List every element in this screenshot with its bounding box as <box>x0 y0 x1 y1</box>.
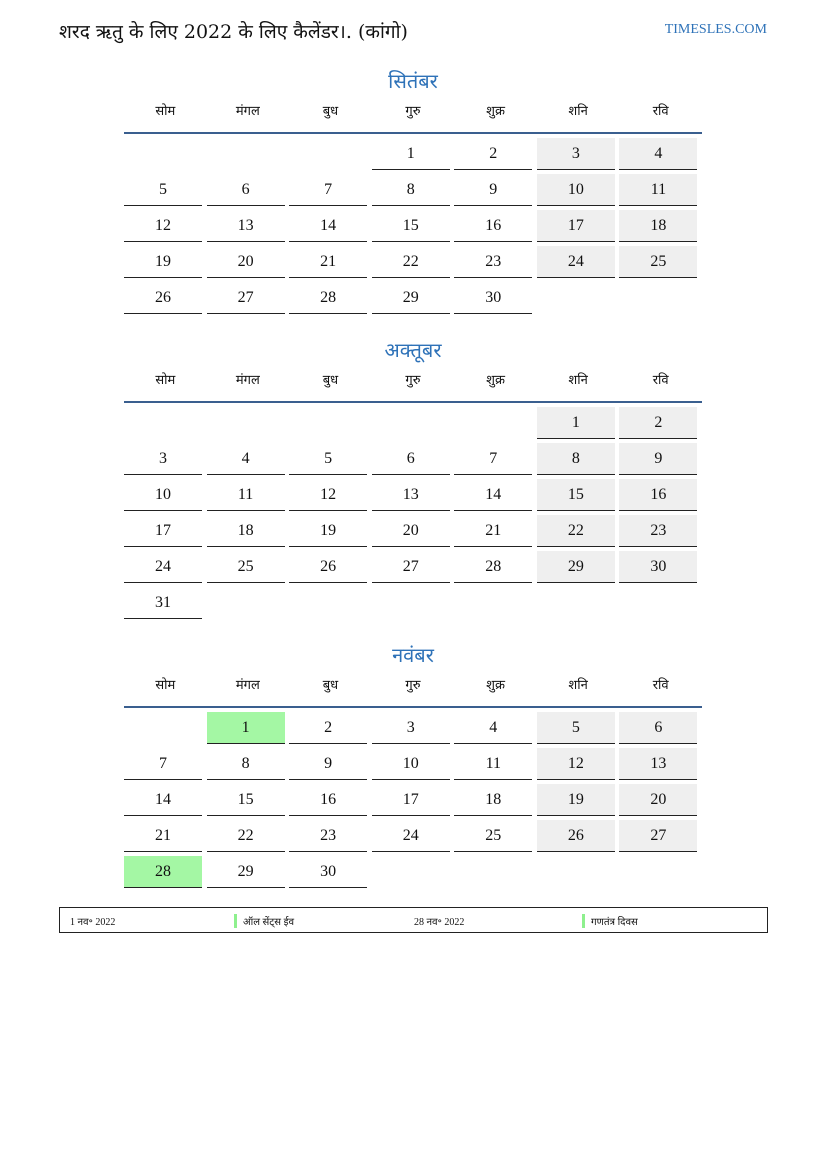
day-cell: 14 <box>289 210 367 242</box>
legend-holiday-name: ऑल सेंट्स ईव <box>234 914 294 928</box>
day-cell: 10 <box>372 748 450 780</box>
day-grid <box>124 403 702 611</box>
day-cell: 14 <box>454 479 532 511</box>
weekday-header <box>124 367 702 403</box>
weekday-label: बुध <box>322 373 339 388</box>
day-cell: 11 <box>454 748 532 780</box>
weekday-label: शनि <box>568 373 588 388</box>
day-cell: 18 <box>207 515 285 547</box>
day-cell: 30 <box>454 282 532 314</box>
weekday-label: गुरु <box>405 373 421 388</box>
day-cell: 24 <box>372 820 450 852</box>
day-cell: 6 <box>372 443 450 475</box>
day-cell: 19 <box>537 784 615 816</box>
day-cell: 12 <box>124 210 202 242</box>
day-cell: 25 <box>454 820 532 852</box>
day-cell: 5 <box>289 443 367 475</box>
day-cell: 8 <box>372 174 450 206</box>
day-cell: 2 <box>619 407 697 439</box>
day-cell: 28 <box>289 282 367 314</box>
day-cell: 1 <box>537 407 615 439</box>
day-grid <box>124 134 702 314</box>
day-cell: 30 <box>619 551 697 583</box>
day-cell: 23 <box>454 246 532 278</box>
day-cell: 3 <box>537 138 615 170</box>
day-cell: 9 <box>454 174 532 206</box>
day-cell: 20 <box>619 784 697 816</box>
weekday-label: मंगल <box>235 104 260 119</box>
legend-date: 1 नव॰ 2022 <box>70 917 116 928</box>
weekday-label: शुक्र <box>486 373 505 388</box>
day-cell: 20 <box>207 246 285 278</box>
day-cell: 22 <box>207 820 285 852</box>
weekday-label: शनि <box>568 104 588 119</box>
weekday-label: शनि <box>568 678 588 693</box>
day-cell: 14 <box>124 784 202 816</box>
day-cell: 13 <box>207 210 285 242</box>
day-cell: 8 <box>207 748 285 780</box>
day-cell: 29 <box>537 551 615 583</box>
day-cell: 30 <box>289 856 367 888</box>
day-cell: 15 <box>537 479 615 511</box>
day-cell: 27 <box>619 820 697 852</box>
day-cell: 23 <box>619 515 697 547</box>
day-cell: 27 <box>372 551 450 583</box>
day-cell: 6 <box>619 712 697 744</box>
day-cell: 25 <box>207 551 285 583</box>
holiday-legend <box>59 907 768 933</box>
weekday-label: बुध <box>322 678 339 693</box>
day-cell: 31 <box>124 587 202 619</box>
day-cell: 23 <box>289 820 367 852</box>
weekday-label: मंगल <box>235 678 260 693</box>
day-cell: 15 <box>207 784 285 816</box>
month-title: अक्तूबर <box>384 338 442 362</box>
weekday-label: मंगल <box>235 373 260 388</box>
day-cell: 7 <box>289 174 367 206</box>
day-cell: 28 <box>454 551 532 583</box>
day-cell: 26 <box>537 820 615 852</box>
day-cell: 12 <box>537 748 615 780</box>
weekday-header <box>124 98 702 134</box>
day-cell: 13 <box>619 748 697 780</box>
day-grid <box>124 708 702 888</box>
month-title: सितंबर <box>388 69 438 93</box>
weekday-header <box>124 672 702 708</box>
weekday-label: शुक्र <box>486 678 505 693</box>
day-cell: 10 <box>537 174 615 206</box>
day-cell: 9 <box>619 443 697 475</box>
day-cell: 17 <box>537 210 615 242</box>
day-cell: 26 <box>289 551 367 583</box>
day-cell: 5 <box>537 712 615 744</box>
day-cell: 26 <box>124 282 202 314</box>
day-cell: 22 <box>537 515 615 547</box>
day-cell: 3 <box>124 443 202 475</box>
day-cell: 13 <box>372 479 450 511</box>
legend-date: 28 नव॰ 2022 <box>414 917 465 928</box>
month-block <box>124 640 702 888</box>
day-cell: 18 <box>619 210 697 242</box>
day-cell: 2 <box>454 138 532 170</box>
day-cell: 1 <box>207 712 285 744</box>
weekday-label: गुरु <box>405 104 421 119</box>
page-title: शरद ऋतु के लिए 2022 के लिए कैलेंडर।. (कांगो) <box>59 21 408 43</box>
day-cell: 21 <box>454 515 532 547</box>
day-cell: 2 <box>289 712 367 744</box>
day-cell: 27 <box>207 282 285 314</box>
day-cell: 1 <box>372 138 450 170</box>
day-cell: 16 <box>454 210 532 242</box>
day-cell: 3 <box>372 712 450 744</box>
day-cell: 19 <box>289 515 367 547</box>
day-cell: 21 <box>289 246 367 278</box>
day-cell: 28 <box>124 856 202 888</box>
weekday-label: रवि <box>652 678 669 693</box>
day-cell: 8 <box>537 443 615 475</box>
day-cell: 6 <box>207 174 285 206</box>
weekday-label: सोम <box>155 678 176 693</box>
day-cell: 9 <box>289 748 367 780</box>
month-block <box>124 335 702 611</box>
day-cell: 4 <box>454 712 532 744</box>
day-cell: 24 <box>124 551 202 583</box>
weekday-label: सोम <box>155 104 176 119</box>
weekday-label: शुक्र <box>486 104 505 119</box>
day-cell: 22 <box>372 246 450 278</box>
day-cell: 5 <box>124 174 202 206</box>
day-cell: 29 <box>372 282 450 314</box>
day-cell: 11 <box>207 479 285 511</box>
day-cell: 10 <box>124 479 202 511</box>
weekday-label: रवि <box>652 373 669 388</box>
day-cell: 18 <box>454 784 532 816</box>
day-cell: 20 <box>372 515 450 547</box>
weekday-label: गुरु <box>405 678 421 693</box>
month-title: नवंबर <box>392 643 434 667</box>
day-cell: 11 <box>619 174 697 206</box>
day-cell: 4 <box>619 138 697 170</box>
day-cell: 19 <box>124 246 202 278</box>
day-cell: 15 <box>372 210 450 242</box>
day-cell: 25 <box>619 246 697 278</box>
day-cell: 7 <box>454 443 532 475</box>
day-cell: 29 <box>207 856 285 888</box>
weekday-label: सोम <box>155 373 176 388</box>
day-cell: 12 <box>289 479 367 511</box>
day-cell: 21 <box>124 820 202 852</box>
site-link[interactable]: TIMESLES.COM <box>664 22 767 37</box>
day-cell: 7 <box>124 748 202 780</box>
month-block <box>124 66 702 314</box>
day-cell: 17 <box>372 784 450 816</box>
day-cell: 24 <box>537 246 615 278</box>
day-cell: 16 <box>619 479 697 511</box>
day-cell: 16 <box>289 784 367 816</box>
weekday-label: बुध <box>322 104 339 119</box>
day-cell: 4 <box>207 443 285 475</box>
day-cell: 17 <box>124 515 202 547</box>
legend-holiday-name: गणतंत्र दिवस <box>582 914 638 928</box>
weekday-label: रवि <box>652 104 669 119</box>
